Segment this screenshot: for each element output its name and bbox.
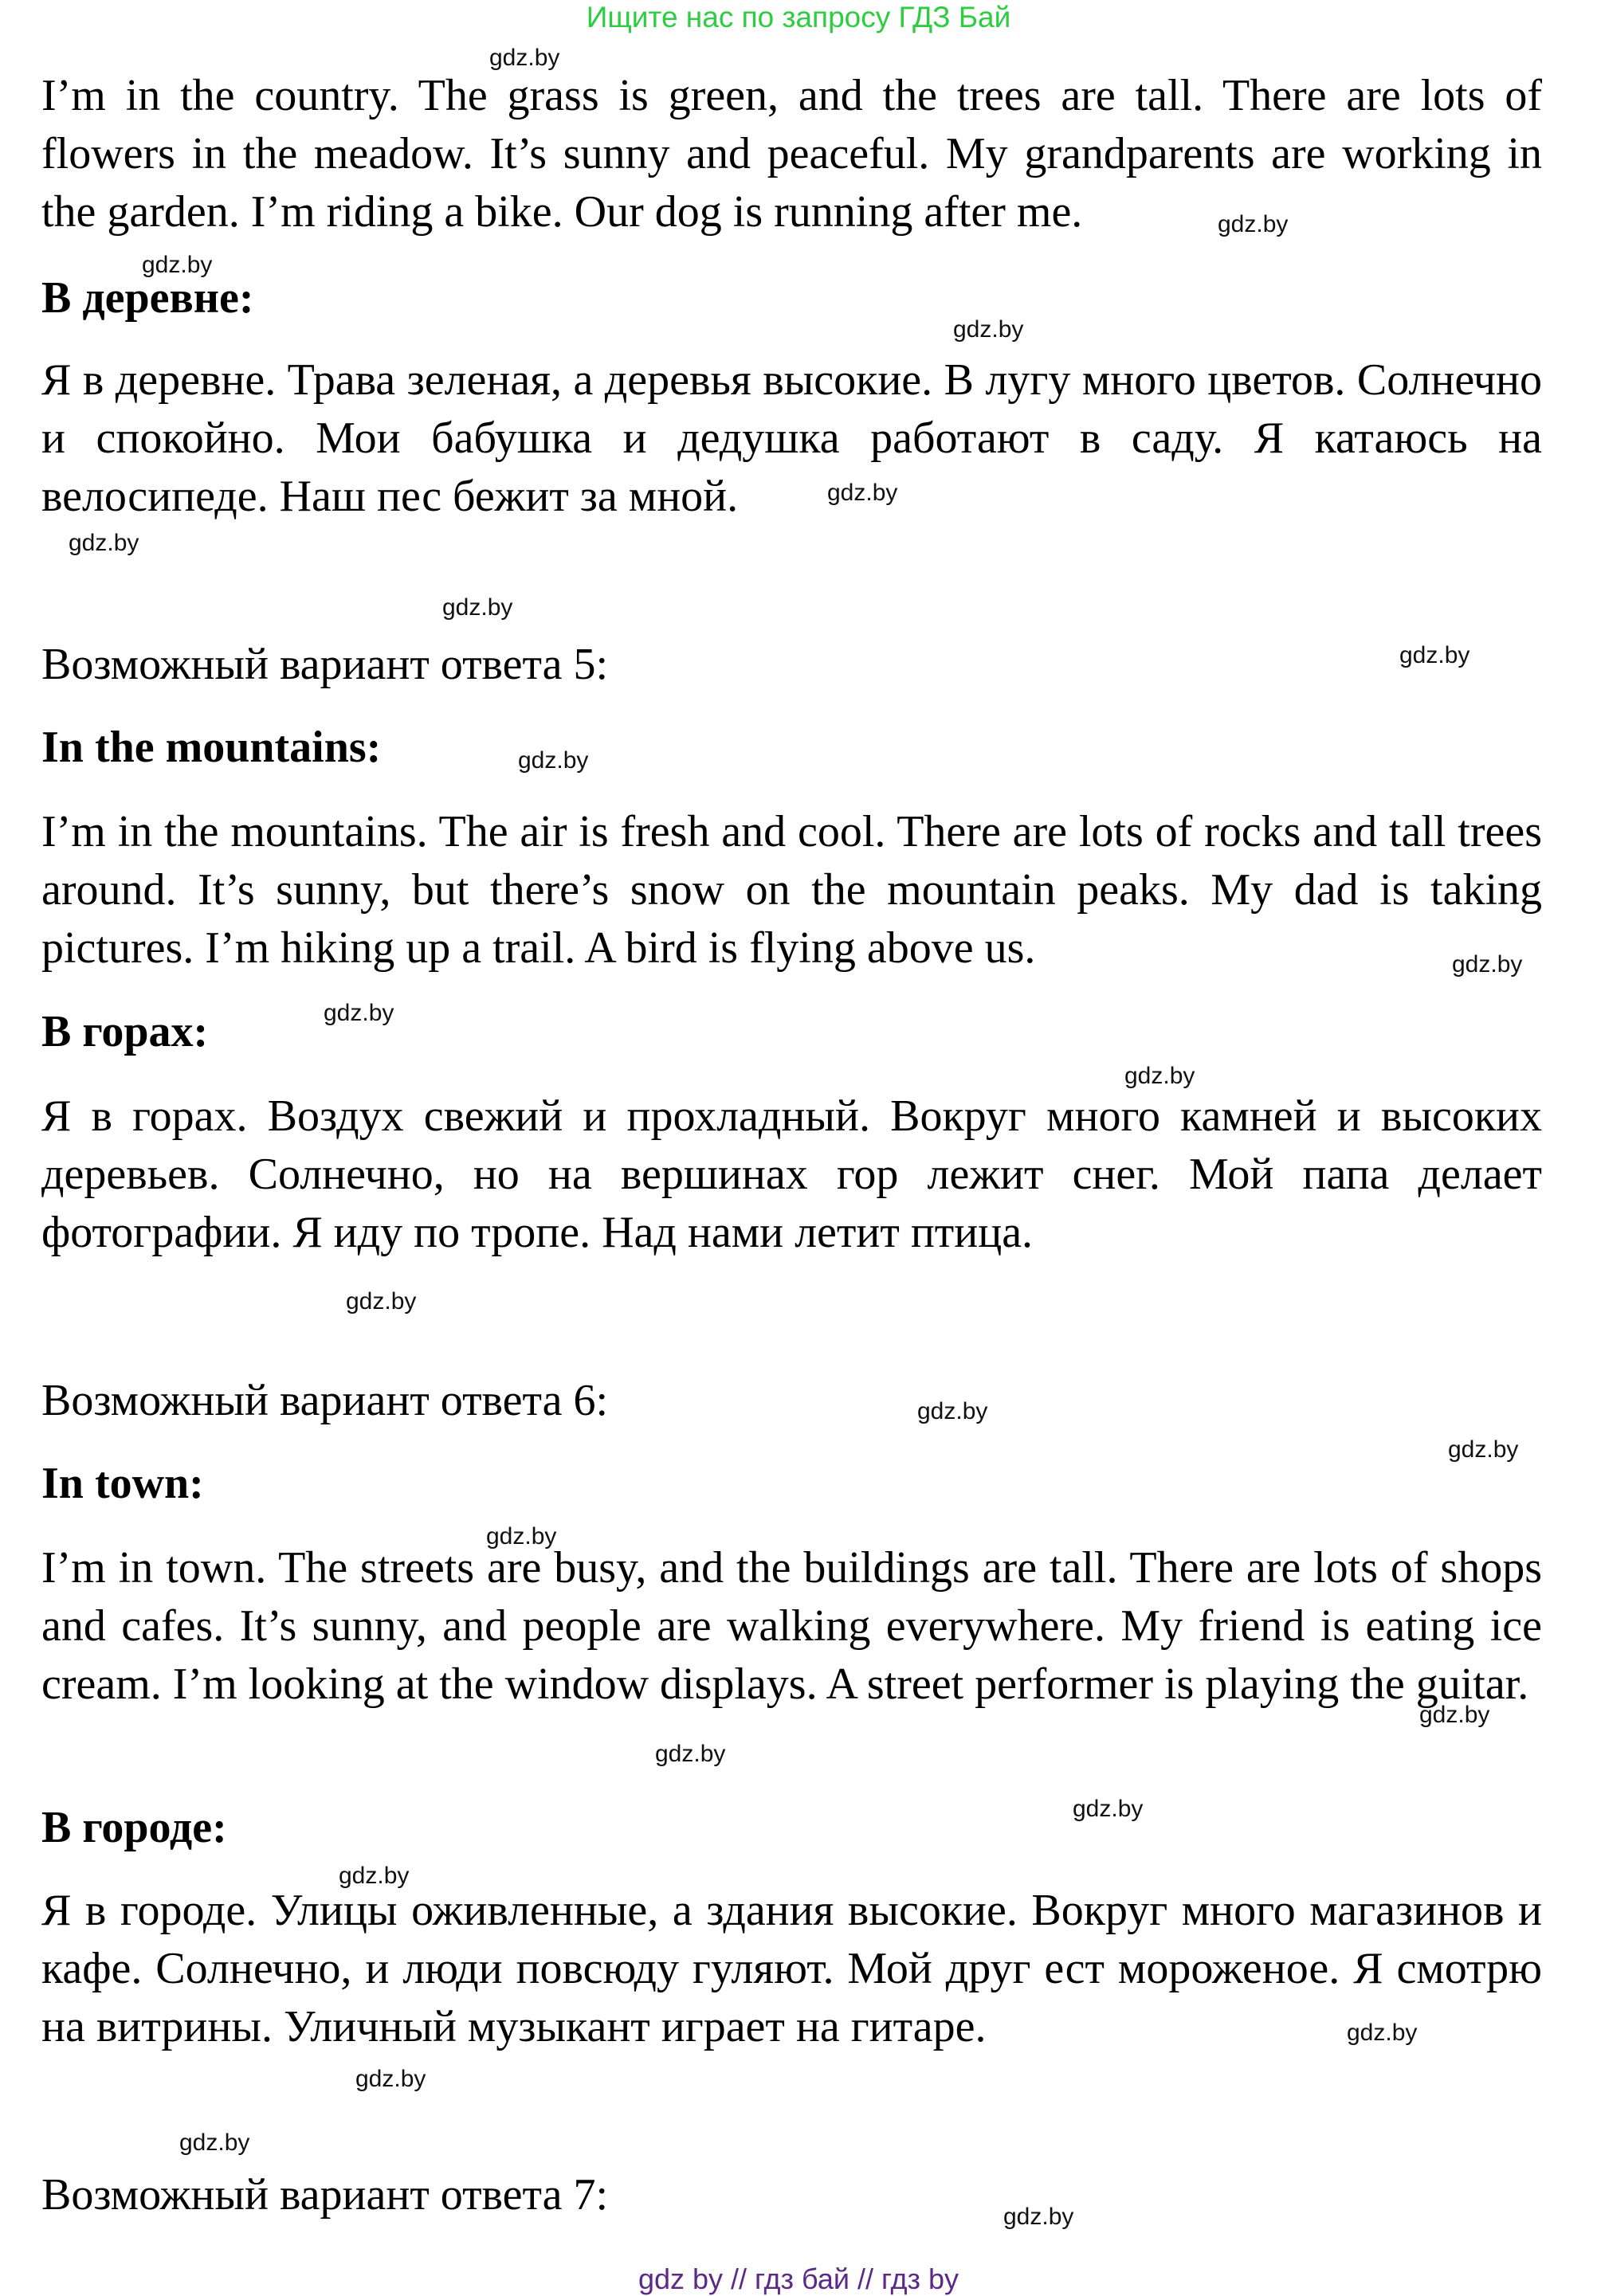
watermark: gdz.by (339, 1863, 410, 1889)
heading-mountains-ru: В горах: (41, 1007, 209, 1056)
variant-5-label: Возможный вариант ответа 5: (41, 640, 609, 689)
heading-mountains-en: In the mountains: (41, 723, 382, 772)
watermark: gdz.by (1347, 2020, 1418, 2046)
heading-country-ru: В деревне: (41, 273, 254, 323)
watermark: gdz.by (953, 316, 1024, 343)
watermark: gdz.by (324, 1000, 394, 1026)
variant-6-label: Возможный вариант ответа 6: (41, 1376, 609, 1425)
watermark: gdz.by (69, 530, 139, 556)
watermark: gdz.by (1218, 211, 1289, 237)
watermark: gdz.by (355, 2066, 426, 2092)
paragraph-mountains-en: I’m in the mountains. The air is fresh and cool. There are lots of rocks and tall trees around. It’s sunny, but there’s snow on the mountain peaks. My dad is taking pictures. I’m hiking up a trail. A bird is flying above us. (41, 807, 1542, 973)
watermark: gdz.by (827, 480, 898, 506)
variant-7-label: Возможный вариант ответа 7: (41, 2170, 609, 2220)
paragraph-mountains-ru: Я в горах. Воздух свежий и прохладный. Вокруг много камней и высоких деревьев. Солнечно, но на вершинах гор лежит снег. Мой папа делает фотографии. Я иду по тропе. Над нами летит птица. (41, 1091, 1542, 1257)
heading-town-ru: В городе: (41, 1803, 227, 1852)
paragraph-country-ru: Я в деревне. Трава зеленая, а деревья высокие. В лугу много цветов. Солнечно и спокойно. Мои бабушка и дедушка работают в саду. Я катаюсь на велосипеде. Наш пес бежит за мной. (41, 355, 1542, 521)
paragraph-town-ru: Я в городе. Улицы оживленные, а здания высокие. Вокруг много магазинов и кафе. Солнечно, и люди повсюду гуляют. Мой друг ест мороженое. Я смотрю на витрины. Уличный музыкант играет на гитаре. (41, 1886, 1542, 2051)
watermark: gdz.by (179, 2129, 250, 2156)
watermark: gdz.by (142, 252, 213, 278)
watermark: gdz.by (1124, 1063, 1195, 1089)
watermark: gdz.by (1399, 642, 1470, 668)
paragraph-country-en: I’m in the country. The grass is green, and the trees are tall. There are lots of flowers in the meadow. It’s sunny and peaceful. My grandparents are working in the garden. I’m riding a bike. Our dog is running after me. (41, 71, 1542, 237)
watermark: gdz.by (1073, 1796, 1144, 1822)
footer-links[interactable]: gdz by // гдз бай // гдз by (638, 2263, 959, 2295)
watermark: gdz.by (1003, 2204, 1074, 2230)
heading-town-en: In town: (41, 1459, 204, 1508)
top-banner-link[interactable]: Ищите нас по запросу ГДЗ Бай (586, 1, 1011, 33)
watermark: gdz.by (1419, 1702, 1490, 1728)
paragraph-town-en: I’m in town. The streets are busy, and the buildings are tall. There are lots of shops and cafes. It’s sunny, and people are walking everywhere. My friend is eating ice cream. I’m looking at the window displays. A street performer is playing the guitar. (41, 1543, 1542, 1709)
watermark: gdz.by (1452, 951, 1523, 978)
watermark: gdz.by (655, 1741, 726, 1767)
watermark: gdz.by (346, 1288, 417, 1315)
watermark: gdz.by (917, 1398, 988, 1424)
watermark: gdz.by (1448, 1436, 1519, 1463)
watermark: gdz.by (486, 1523, 557, 1550)
watermark: gdz.by (518, 747, 589, 774)
watermark: gdz.by (489, 45, 560, 71)
watermark: gdz.by (442, 594, 513, 621)
